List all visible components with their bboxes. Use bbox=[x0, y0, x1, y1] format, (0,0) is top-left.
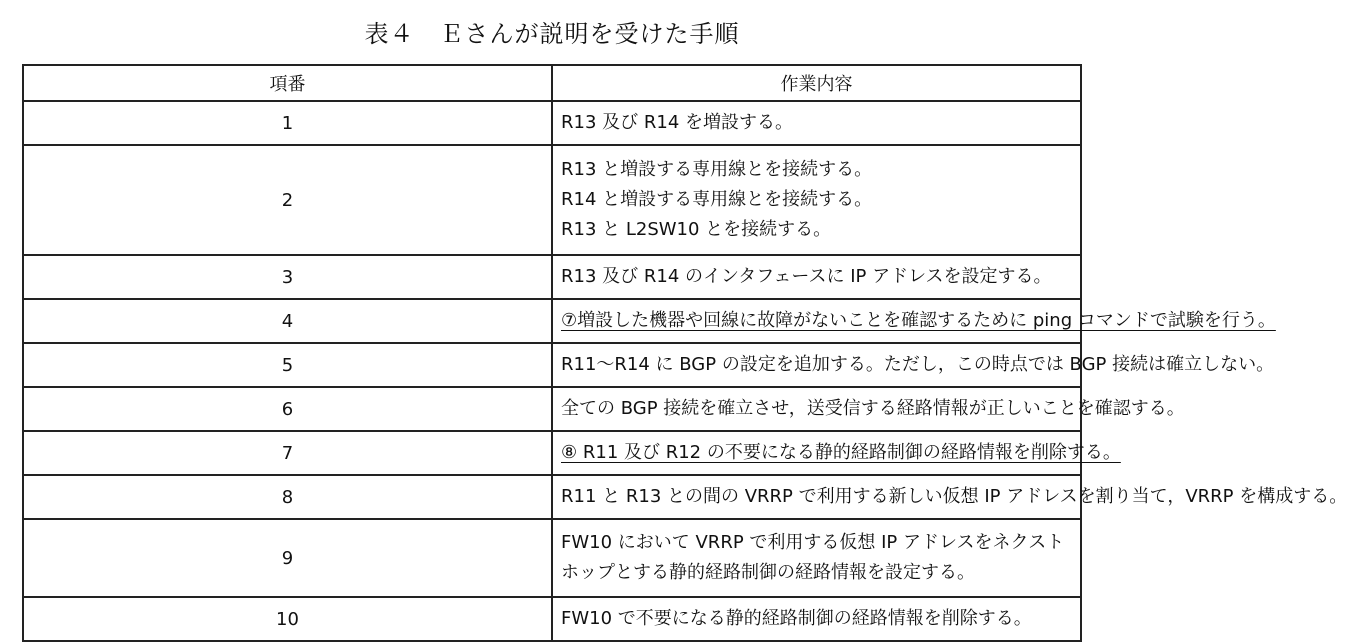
table-row bbox=[23, 431, 1081, 475]
content-line: R11 と R13 との間の VRRP で利用する新しい仮想 IP アドレスを割り当て，VRRP を構成する。 bbox=[561, 486, 1347, 507]
table-row bbox=[23, 475, 1081, 519]
content-line: R11〜R14 に BGP の設定を追加する。ただし，この時点では BGP 接続は確立しない。 bbox=[561, 354, 1275, 375]
table-row bbox=[23, 255, 1081, 299]
table-row bbox=[23, 343, 1081, 387]
content-line: R13 と L2SW10 とを接続する。 bbox=[561, 219, 832, 240]
row-num: 9 bbox=[23, 519, 552, 597]
row-content bbox=[552, 519, 1081, 597]
header-content: 作業内容 bbox=[552, 65, 1081, 101]
row-num: 5 bbox=[23, 343, 552, 387]
table-title: 表４ Ｅさんが説明を受けた手順 bbox=[364, 20, 740, 48]
table-row bbox=[23, 145, 1081, 255]
row-num: 7 bbox=[23, 431, 552, 475]
header-num: 項番 bbox=[23, 65, 552, 101]
content-line: ⑦増設した機器や回線に故障がないことを確認するために ping コマンドで試験を行う。 bbox=[561, 310, 1276, 331]
row-content bbox=[552, 101, 1081, 145]
row-num: 10 bbox=[23, 597, 552, 641]
row-content bbox=[552, 343, 1275, 387]
row-num: 4 bbox=[23, 299, 552, 343]
row-num: 1 bbox=[23, 101, 552, 145]
row-num: 8 bbox=[23, 475, 552, 519]
content-line: R13 及び R14 を増設する。 bbox=[561, 112, 793, 133]
content-line: R14 と増設する専用線とを接続する。 bbox=[561, 189, 873, 210]
table-row bbox=[23, 519, 1081, 597]
content-line: FW10 で不要になる静的経路制御の経路情報を削除する。 bbox=[561, 608, 1032, 629]
content-line: ⑧ R11 及び R12 の不要になる静的経路制御の経路情報を削除する。 bbox=[561, 442, 1121, 463]
row-num: 3 bbox=[23, 255, 552, 299]
row-content bbox=[552, 387, 1185, 431]
table-row bbox=[23, 597, 1081, 641]
row-content bbox=[552, 597, 1081, 641]
row-content bbox=[552, 475, 1347, 519]
table-row bbox=[23, 387, 1081, 431]
row-content bbox=[552, 145, 1081, 255]
content-line: R13 及び R14 のインタフェースに IP アドレスを設定する。 bbox=[561, 266, 1052, 287]
row-content bbox=[552, 299, 1276, 343]
table-row bbox=[23, 299, 1081, 343]
content-line: R13 と増設する専用線とを接続する。 bbox=[561, 159, 873, 180]
procedure-table bbox=[22, 64, 1347, 642]
row-num: 2 bbox=[23, 145, 552, 255]
row-content bbox=[552, 431, 1121, 475]
row-content bbox=[552, 255, 1081, 299]
content-line: 全ての BGP 接続を確立させ，送受信する経路情報が正しいことを確認する。 bbox=[561, 398, 1185, 419]
header-row bbox=[23, 65, 1081, 101]
row-num: 6 bbox=[23, 387, 552, 431]
table-row bbox=[23, 101, 1081, 145]
content-line: FW10 において VRRP で利用する仮想 IP アドレスをネクストホップとする静的経路制御の経路情報を設定する。 bbox=[561, 532, 1065, 583]
